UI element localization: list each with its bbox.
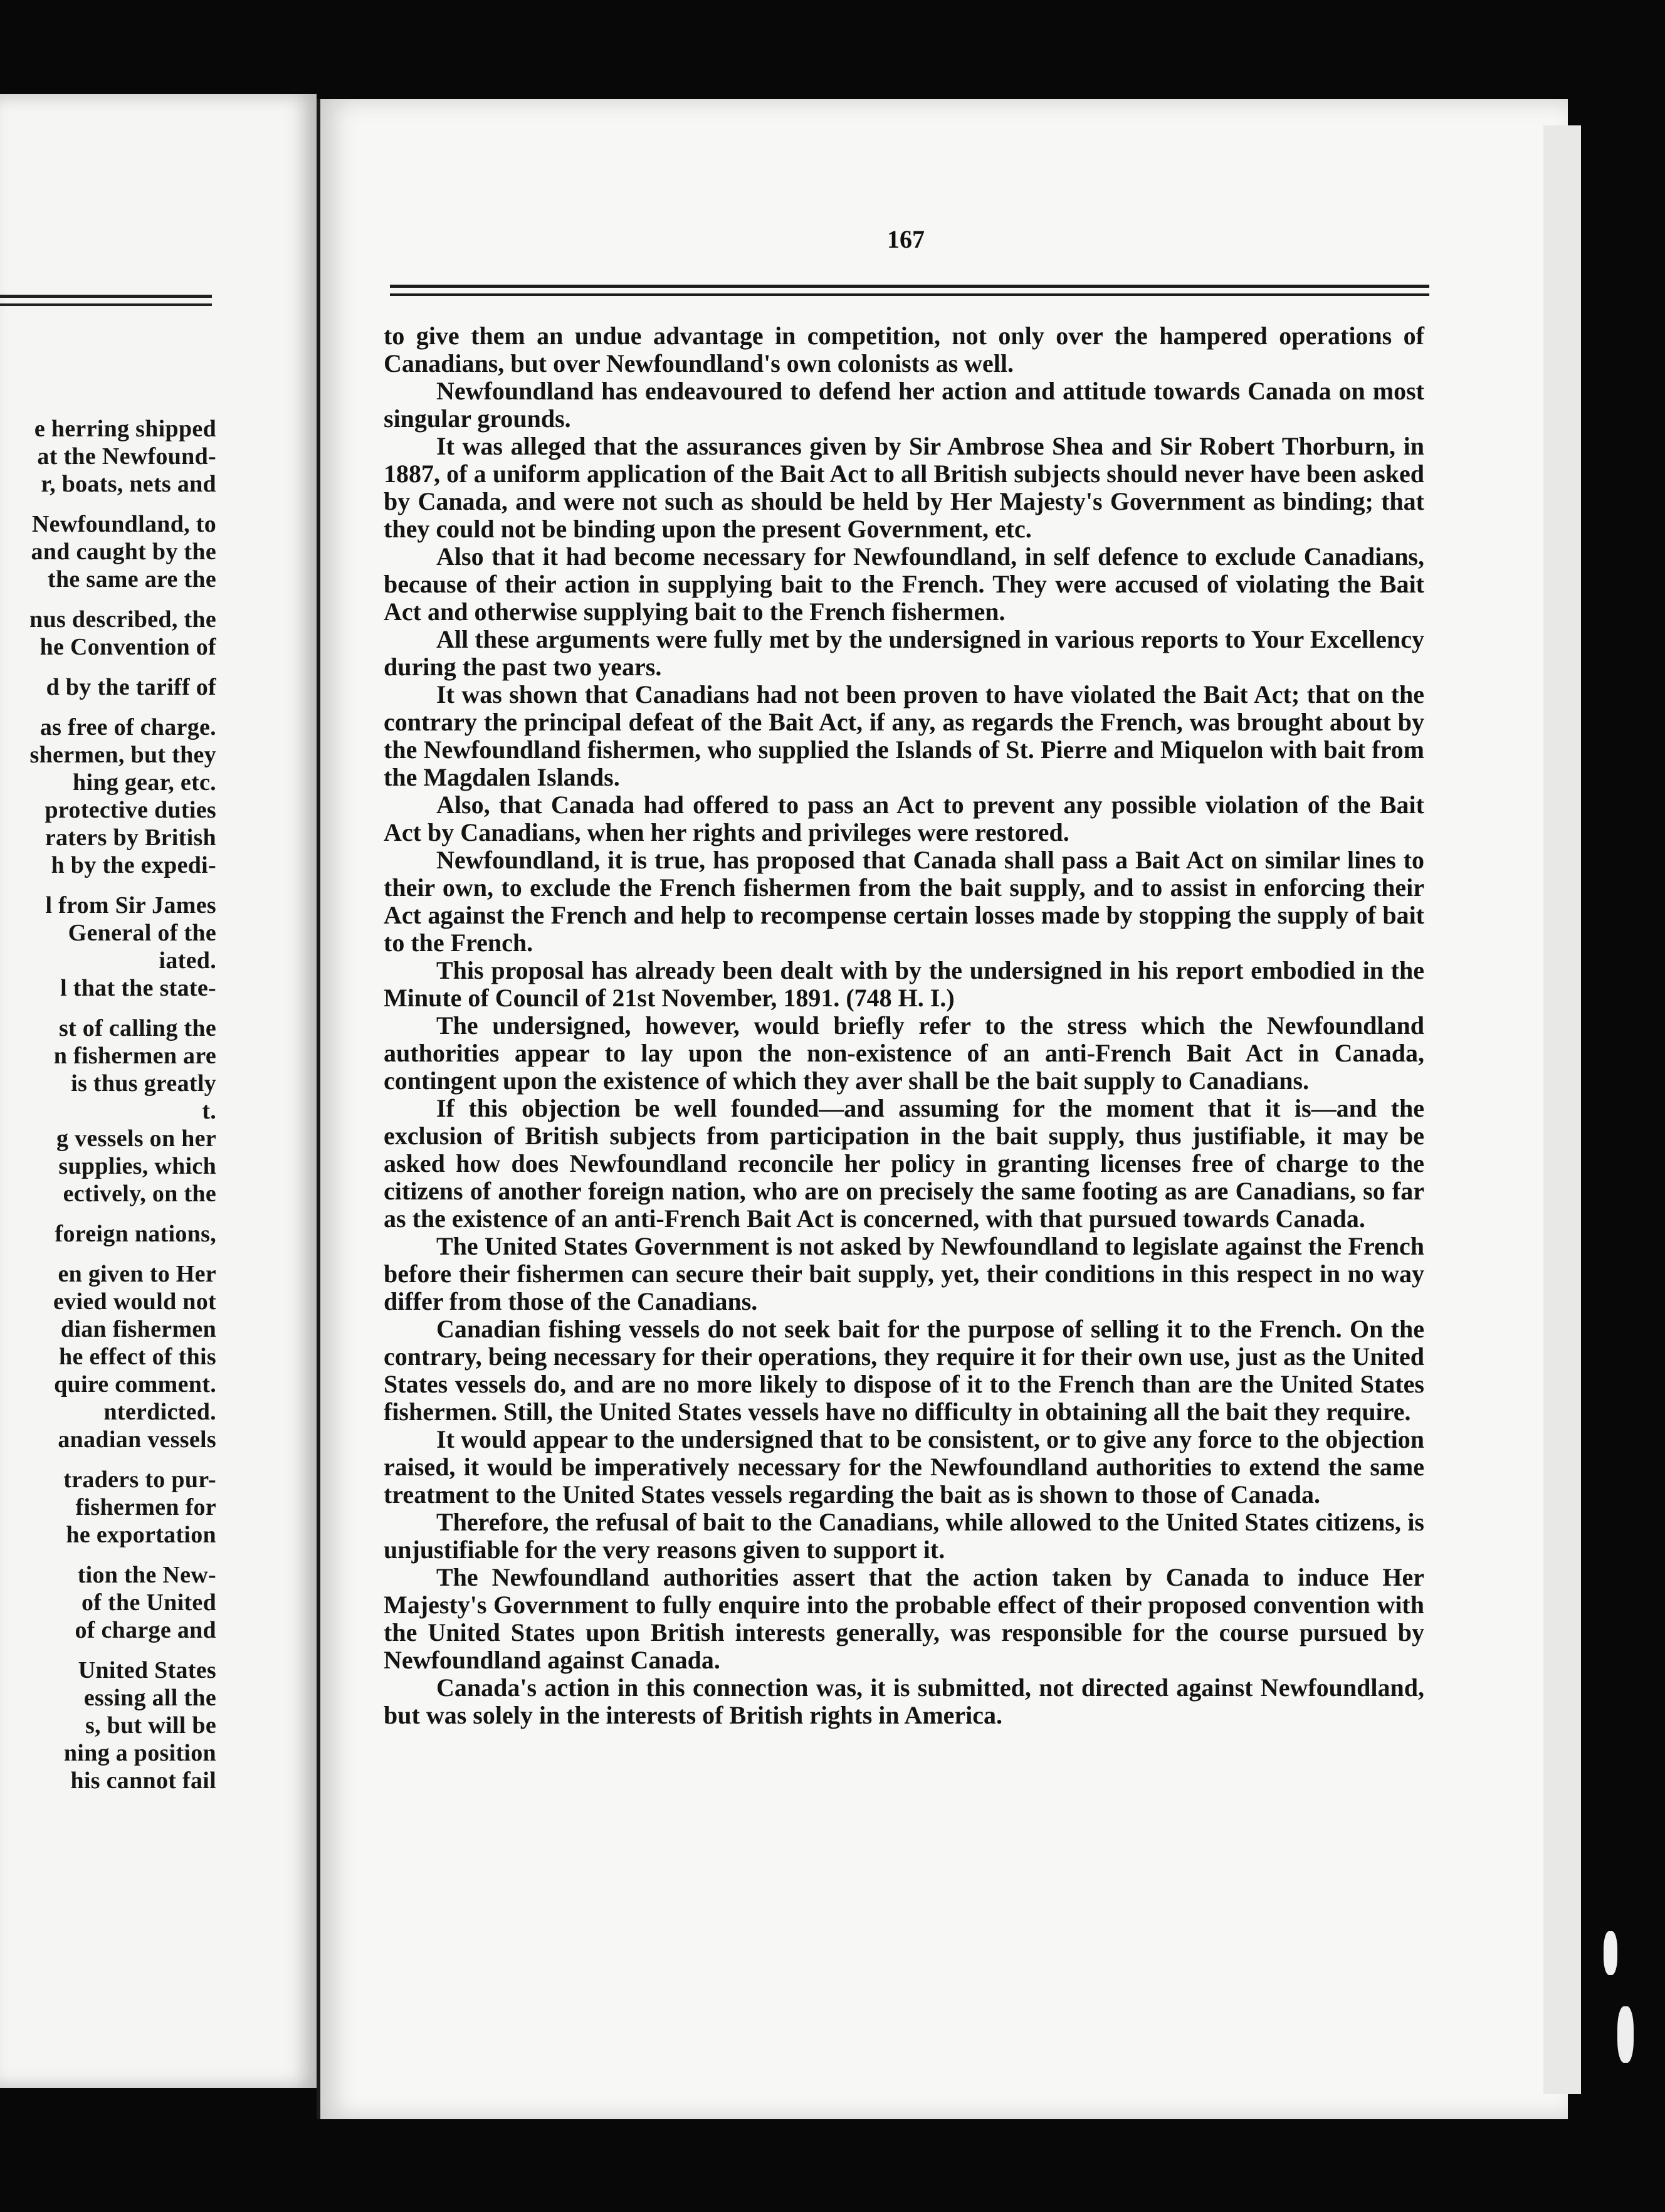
left-line: essing all the [83,1685,216,1711]
header-rule [390,285,1429,288]
left-line: his cannot fail [70,1767,216,1794]
left-line: fishermen for [75,1494,216,1520]
left-line: United States [78,1657,216,1683]
left-line: he effect of this [59,1344,216,1370]
scan-artifacts [1592,1931,1630,2069]
paragraph: If this objection be well founded—and assuming for the moment that it is—and the exclusion of British subjects from participation in the bait supply, thus justifiable, it may be asked how does Newfoundland reconcile her policy in granting licenses free of charge to the citizens of another foreign nation, who are on precisely the same footing as are Canadians, so far as the existence of an anti-French Bait Act is concerned, with that pursued towards Canada. [384,1094,1424,1233]
paragraph: It was shown that Canadians had not been proven to have violated the Bait Act; that on the contrary the principal defeat of the Bait Act, if any, as regards the French, was brought about by the Newfoundland fishermen, who supplied the Islands of St. Pierre and Miquelon with bait from the Magdalen Islands. [384,680,1424,791]
left-page-rule [0,303,212,306]
left-line: he Convention of [39,634,216,660]
left-line: ectively, on the [63,1181,216,1207]
left-page-text [0,415,216,1794]
paragraph: Canadian fishing vessels do not seek bait for the purpose of selling it to the French. On the contrary, being necessary for their operations, they require it for their own use, just as the United States vessels do, and are no more likely to dispose of it to the French than are the United States fishermen. Still, the United States vessels have no difficulty in obtaining all the bait they require. [384,1315,1424,1426]
left-line [0,1644,216,1656]
paragraph: Newfoundland has endeavoured to defend her action and attitude towards Canada on most singular grounds. [384,377,1424,433]
left-line: supplies, which [58,1153,216,1179]
left-line: s, but will be [85,1712,216,1739]
left-line: Newfoundland, to [31,511,216,537]
left-line: g vessels on her [56,1125,216,1152]
left-line: nterdicted. [103,1399,216,1425]
paragraph: Canada's action in this connection was, it is submitted, not directed against Newfoundland, but was solely in the interests of British rights in America. [384,1673,1424,1729]
left-line [0,661,216,673]
left-line: is thus greatly [71,1070,216,1097]
paragraph: Newfoundland, it is true, has proposed that Canada shall pass a Bait Act on similar lines to their own, to exclude the French fishermen from the bait supply, and to assist in enforcing their Act against the French and help to recompense certain losses made by stopping the supply of bait to the French. [384,846,1424,957]
paragraph: The undersigned, however, would briefly refer to the stress which the Newfoundland authorities appear to lay upon the non-existence of an anti-French Bait Act in Canada, contingent upon the existence of which they aver shall be the bait supply to Canadians. [384,1011,1424,1095]
left-line: he exportation [66,1522,216,1548]
left-line: n fishermen are [53,1043,216,1069]
paragraph: It was alleged that the assurances given by Sir Ambrose Shea and Sir Robert Thorburn, in 1887, of a uniform application of the Bait Act to all British subjects should never have been asked by Canada, and were not such as should be held by Her Majesty's Government as binding; that they could not be binding upon the present Government, etc. [384,432,1424,543]
left-line: dian fishermen [60,1316,216,1342]
left-line: t. [202,1098,216,1124]
scan-artifact [1617,2006,1634,2063]
left-line: as free of charge. [39,714,216,740]
left-line: and caught by the [31,539,216,565]
left-line: e herring shipped [34,416,216,442]
left-line: r, boats, nets and [41,471,216,497]
paragraph: Also, that Canada had offered to pass an Act to prevent any possible violation of the Bait Act by Canadians, when her rights and privileges were restored. [384,791,1424,846]
paragraph: Therefore, the refusal of bait to the Canadians, while allowed to the United States citizens, is unjustifiable for the very reasons given to support it. [384,1508,1424,1564]
scan-artifact [1604,1931,1617,1975]
left-line: at the Newfound- [37,443,216,470]
header-rule [390,293,1429,296]
left-page-rule [0,295,212,298]
left-line: of charge and [75,1617,216,1643]
left-line [0,593,216,606]
left-line: nus described, the [29,606,216,633]
paragraph: Also that it had become necessary for Newfoundland, in self defence to exclude Canadians, because of their action in supplying bait to the French. They were accused of violating the Bait Act and otherwise supplying bait to the French fishermen. [384,542,1424,626]
left-line [0,1453,216,1466]
left-line: hing gear, etc. [73,769,216,796]
left-line: foreign nations, [55,1221,216,1247]
left-line: tion the New- [77,1562,216,1588]
left-line: of the United [81,1589,216,1616]
left-line: en given to Her [58,1261,216,1287]
paragraph: The Newfoundland authorities assert that the action taken by Canada to induce Her Majesty's Government to fully enquire into the probable effect of their proposed convention with the United States upon British interests generally, was responsible for the course pursued by Newfoundland against Canada. [384,1563,1424,1674]
paragraph: This proposal has already been dealt with by the undersigned in his report embodied in the Minute of Council of 21st November, 1891. (748 H. I.) [384,956,1424,1012]
left-line: quire comment. [54,1371,216,1398]
previous-page [0,94,317,2088]
left-line [0,1002,216,1014]
left-line [0,701,216,714]
left-line: ning a position [63,1740,216,1766]
paragraph: to give them an undue advantage in competition, not only over the hampered operations of Canadians, but over Newfoundland's own colonists as well. [384,322,1424,377]
left-line: shermen, but they [29,742,216,768]
left-line: traders to pur- [63,1467,216,1493]
left-line [0,879,216,892]
paragraph: All these arguments were fully met by the undersigned in various reports to Your Excellency during the past two years. [384,625,1424,681]
left-line: iated. [159,947,216,974]
left-line: protective duties [45,797,216,823]
left-line: the same are the [48,566,216,592]
left-line: l that the state- [60,975,216,1001]
page-body [384,322,1424,1729]
paragraph: The United States Government is not asked by Newfoundland to legislate against the French before their fishermen can secure their bait supply, yet, their conditions in this respect in no way differ from those of the Canadians. [384,1232,1424,1315]
left-line: l from Sir James [45,892,216,919]
left-line [0,1208,216,1220]
page-edge [1543,125,1581,2094]
left-line [0,1248,216,1260]
left-line: anadian vessels [58,1426,216,1453]
left-line: evied would not [53,1288,216,1315]
left-line: h by the expedi- [51,852,216,878]
left-line: General of the [68,920,216,946]
paragraph: It would appear to the undersigned that to be consistent, or to give any force to the objection raised, it would be imperatively necessary for the Newfoundland authorities to extend the same treatment to the United States vessels regarding the bait as is shown to those of Canada. [384,1425,1424,1509]
left-line: st of calling the [58,1015,216,1041]
left-line: d by the tariff of [46,674,216,700]
left-line: raters by British [45,824,216,851]
left-line [0,1549,216,1561]
left-line [0,498,216,510]
page-number: 167 [887,225,925,253]
